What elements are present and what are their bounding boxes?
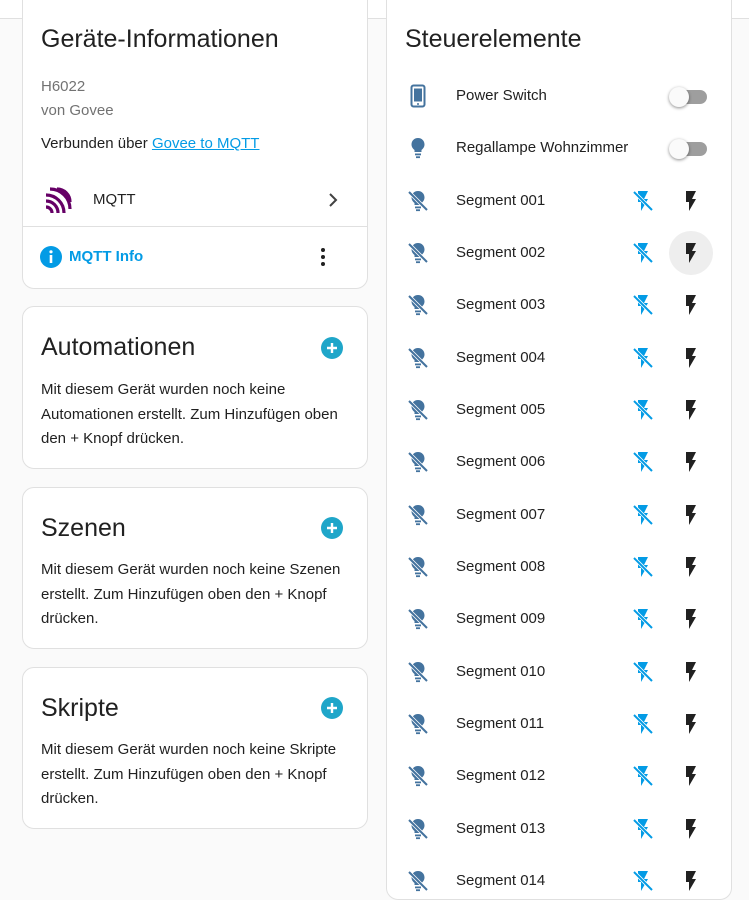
- scenes-title: Szenen: [41, 514, 126, 542]
- control-label: Regallampe Wohnzimmer: [456, 139, 629, 156]
- flash-off-icon[interactable]: [631, 398, 655, 422]
- flash-icon[interactable]: [679, 293, 703, 317]
- control-label: Segment 010: [456, 662, 546, 680]
- control-row-segment[interactable]: [387, 541, 731, 593]
- toggle-knob: [669, 139, 689, 159]
- controls-title: Steuerelemente: [405, 25, 582, 53]
- flash-icon[interactable]: [679, 555, 703, 579]
- control-label: Segment 001: [456, 191, 546, 209]
- add-script-button[interactable]: [321, 697, 343, 719]
- control-label: Segment 009: [456, 610, 546, 628]
- control-label: Segment 013: [456, 819, 546, 837]
- flash-icon[interactable]: [679, 189, 703, 213]
- lightbulb-off-icon: [406, 398, 430, 422]
- flash-icon[interactable]: [679, 450, 703, 474]
- control-row-segment[interactable]: [387, 646, 731, 698]
- phone-device-icon: [406, 84, 430, 108]
- control-label: Segment 003: [456, 296, 546, 314]
- flash-icon[interactable]: [679, 869, 703, 893]
- info-icon: [39, 245, 63, 269]
- lightbulb-off-icon: [406, 712, 430, 736]
- lightbulb-off-icon: [406, 869, 430, 893]
- control-row-segment[interactable]: [387, 436, 731, 488]
- control-label: Segment 008: [456, 557, 546, 575]
- control-label: Segment 012: [456, 767, 546, 785]
- integration-row[interactable]: [23, 174, 367, 226]
- control-label: Segment 005: [456, 400, 546, 418]
- lightbulb-off-icon: [406, 241, 430, 265]
- lightbulb-off-icon: [406, 555, 430, 579]
- scripts-empty-text: Mit diesem Gerät wurden noch keine Skripte erstellt. Zum Hinzufügen oben den + Knopf drücken.: [41, 741, 337, 807]
- flash-icon[interactable]: [679, 346, 703, 370]
- flash-off-icon[interactable]: [631, 241, 655, 265]
- flash-off-icon[interactable]: [631, 764, 655, 788]
- mqtt-info-button[interactable]: [39, 245, 239, 269]
- flash-off-icon[interactable]: [631, 293, 655, 317]
- lightbulb-off-icon: [406, 346, 430, 370]
- control-label: Segment 014: [456, 872, 546, 890]
- lightbulb-off-icon: [406, 450, 430, 474]
- lightbulb-off-icon: [406, 189, 430, 213]
- chevron-right-icon: [323, 190, 343, 210]
- add-scene-button[interactable]: [321, 517, 343, 539]
- lightbulb-off-icon: [406, 607, 430, 631]
- control-label: Segment 002: [456, 243, 546, 261]
- regallampe-toggle[interactable]: [669, 139, 709, 159]
- device-info-title: Geräte-Informationen: [41, 25, 279, 53]
- lightbulb-off-icon: [406, 764, 430, 788]
- flash-icon[interactable]: [679, 398, 703, 422]
- flash-off-icon[interactable]: [631, 450, 655, 474]
- flash-off-icon[interactable]: [631, 712, 655, 736]
- control-label: Segment 004: [456, 348, 546, 366]
- control-label: Power Switch: [456, 87, 547, 104]
- flash-off-icon[interactable]: [631, 189, 655, 213]
- device-info-card: [22, 0, 368, 289]
- control-row-segment[interactable]: [387, 803, 731, 855]
- scenes-empty-text: Mit diesem Gerät wurden noch keine Szenen erstellt. Zum Hinzufügen oben den + Knopf drücken.: [41, 561, 341, 627]
- control-row-segment[interactable]: [387, 384, 731, 436]
- scripts-title: Skripte: [41, 694, 119, 722]
- flash-off-icon[interactable]: [631, 346, 655, 370]
- control-row-segment[interactable]: [387, 489, 731, 541]
- flash-icon[interactable]: [679, 660, 703, 684]
- control-label: Segment 011: [456, 715, 545, 732]
- control-row-segment[interactable]: [387, 750, 731, 802]
- automations-card: [22, 306, 368, 469]
- automations-empty-text: Mit diesem Gerät wurden noch keine Automationen erstellt. Zum Hinzufügen oben den + Knopf drücken.: [41, 381, 338, 447]
- lightbulb-off-icon: [406, 503, 430, 527]
- lightbulb-off-icon: [406, 660, 430, 684]
- control-row-segment[interactable]: [387, 593, 731, 645]
- lightbulb-icon: [406, 136, 430, 160]
- flash-off-icon[interactable]: [631, 503, 655, 527]
- device-manufacturer: von Govee: [41, 102, 114, 119]
- device-model: H6022: [41, 78, 86, 95]
- control-row-segment[interactable]: [387, 332, 731, 384]
- card-divider: [23, 226, 367, 227]
- control-row-segment[interactable]: [387, 227, 731, 279]
- connected-via-label: Verbunden über: [41, 135, 152, 152]
- flash-off-icon[interactable]: [631, 660, 655, 684]
- control-label: Segment 007: [456, 505, 546, 523]
- control-label: Segment 006: [456, 453, 546, 471]
- add-automation-button[interactable]: [321, 337, 343, 359]
- controls-card: [386, 0, 732, 900]
- more-vert-icon[interactable]: [311, 245, 335, 269]
- control-row-power-switch[interactable]: [387, 70, 731, 122]
- scenes-card: [22, 487, 368, 649]
- flash-icon[interactable]: [679, 817, 703, 841]
- flash-icon[interactable]: [679, 241, 703, 265]
- control-row-segment[interactable]: [387, 175, 731, 227]
- control-row-segment[interactable]: [387, 279, 731, 331]
- lightbulb-off-icon: [406, 293, 430, 317]
- control-row-segment[interactable]: [387, 855, 731, 900]
- flash-icon[interactable]: [679, 607, 703, 631]
- scripts-card: [22, 667, 368, 829]
- flash-off-icon[interactable]: [631, 817, 655, 841]
- flash-off-icon[interactable]: [631, 555, 655, 579]
- control-row-segment[interactable]: [387, 698, 731, 750]
- connected-via: [41, 135, 259, 152]
- mqtt-info-label: MQTT Info: [69, 248, 144, 265]
- connected-via-link[interactable]: Govee to MQTT: [151, 135, 260, 152]
- control-row-regallampe[interactable]: [387, 122, 731, 174]
- toggle-knob: [669, 87, 689, 107]
- integration-label: MQTT: [93, 191, 136, 208]
- flash-icon[interactable]: [679, 503, 703, 527]
- flash-off-icon[interactable]: [631, 607, 655, 631]
- mqtt-icon: [43, 186, 73, 216]
- flash-icon[interactable]: [679, 712, 703, 736]
- flash-icon[interactable]: [679, 764, 703, 788]
- flash-off-icon[interactable]: [631, 869, 655, 893]
- power-switch-toggle[interactable]: [669, 87, 709, 107]
- automations-title: Automationen: [41, 333, 196, 361]
- lightbulb-off-icon: [406, 817, 430, 841]
